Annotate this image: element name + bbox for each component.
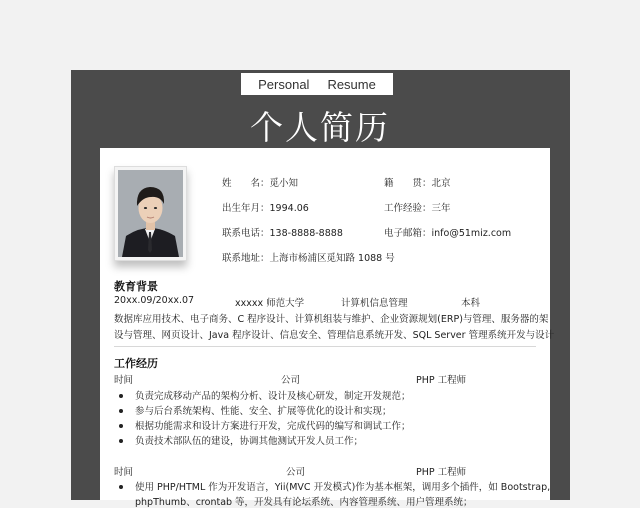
bullet-icon [119, 394, 123, 398]
phone-field: 联系电话：138-8888-8888 [222, 228, 343, 239]
job1-bullet: 负责技术部队伍的建设，协调其他测试开发人员工作； [114, 433, 363, 447]
origin-field: 籍 贯：北京 [384, 178, 451, 189]
job1-time: 时间 [114, 375, 134, 386]
address-field: 联系地址：上海市杨浦区觅知路 1088 号 [222, 253, 395, 264]
education-courses-line-1: 数据库应用技术、电子商务、C 程序设计、计算机组装与维护、企业资源规划(ERP)与管理、服务器的架 [114, 314, 549, 325]
job2-bullet: phpThumb、crontab 等，开发具有论坛系统、内容管理系统、用户管理系统； [135, 497, 473, 508]
header-tab [241, 73, 393, 95]
job1-company: 公司 [281, 375, 301, 386]
profile-photo [114, 166, 187, 261]
job1-bullet: 根据功能需求和设计方案进行开发，完成代码的编写和调试工作； [114, 418, 411, 432]
education-degree: 本科 [461, 298, 481, 309]
job1-role: PHP 工程师 [416, 375, 467, 386]
avatar-portrait [118, 170, 183, 257]
resume-sheet [100, 148, 555, 508]
work-heading: 工作经历 [114, 357, 158, 370]
bullet-icon [119, 485, 123, 489]
tab-resume: Resume [327, 76, 376, 92]
name-field: 姓 名：觅小知 [222, 178, 299, 189]
education-heading: 教育背景 [114, 280, 158, 293]
experience-field: 工作经验：三年 [384, 203, 451, 214]
bullet-icon [119, 409, 123, 413]
birth-field: 出生年月：1994.06 [222, 203, 309, 214]
job1-bullet: 参与后台系统架构、性能、安全、扩展等优化的设计和实现； [114, 403, 392, 417]
job2-bullet: 使用 PHP/HTML 作为开发语言，Yii(MVC 开发模式)作为基本框架，调用多个插件，如 Bootstrap, [114, 479, 550, 493]
education-dates: 20xx.09/20xx.07 [114, 295, 195, 306]
bullet-icon [119, 424, 123, 428]
bullet-icon [119, 439, 123, 443]
education-school: xxxxx 师范大学 [235, 298, 305, 309]
education-courses-line-2: 设与管理、网页设计、Java 程序设计、信息安全、管理信息系统开发、SQL Server 管理系统开发与设计 [114, 330, 555, 341]
section-divider [114, 346, 536, 347]
job2-company: 公司 [286, 467, 306, 478]
page-title: 个人简历 [250, 108, 390, 147]
email-field: 电子邮箱：info@51miz.com [384, 228, 512, 239]
job2-role: PHP 工程师 [416, 467, 467, 478]
tab-personal: Personal [258, 76, 310, 92]
job1-bullet: 负责完成移动产品的架构分析、设计及核心研发，制定开发规范； [114, 388, 411, 402]
job2-time: 时间 [114, 467, 134, 478]
education-major: 计算机信息管理 [341, 298, 408, 309]
